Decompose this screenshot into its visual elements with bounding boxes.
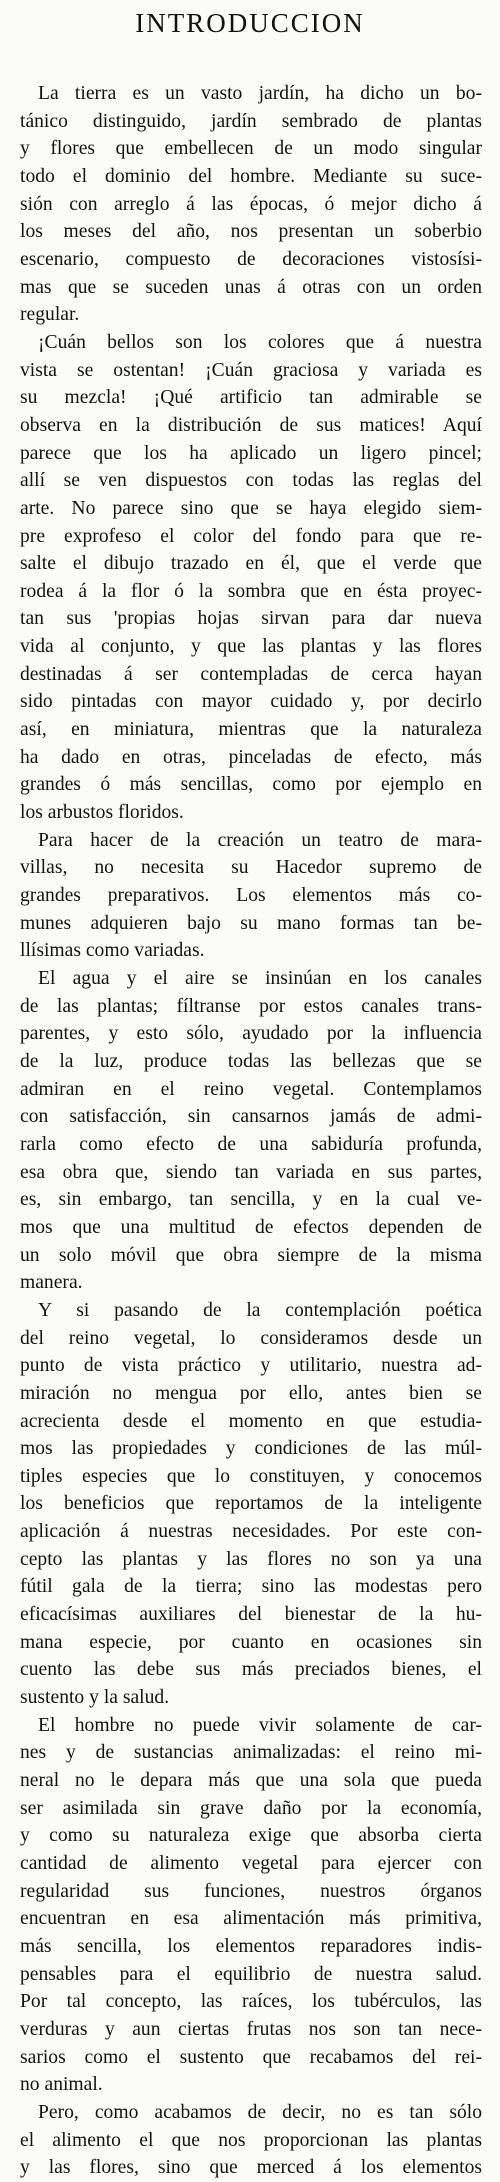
text-line: parentes, y esto sólo, ayudado por la influencia: [20, 1023, 482, 1045]
text-line: ser asimilada sin grave daño por la economía,: [20, 1797, 482, 1819]
text-line: del reino vegetal, lo consideramos desde un: [20, 1327, 482, 1349]
text-line: allí se ven dispuestos con todas las reglas del: [20, 470, 482, 492]
text-line: rodea á la flor ó la sombra que en ésta proyec-: [20, 580, 482, 602]
text-line: esa obra que, siendo tan variada en sus partes,: [20, 1161, 482, 1183]
text-line: y flores que embellecen de un modo singular: [20, 138, 482, 160]
text-line: verduras y aun ciertas frutas nos son tan nece-: [20, 2018, 482, 2040]
text-line: La tierra es un vasto jardín, ha dicho un bo-: [38, 83, 482, 104]
text-line: su mezcla! ¡Qué artificio tan admirable se: [20, 387, 482, 409]
text-line: ¡Cuán bellos son los colores que á nuestra: [38, 331, 482, 353]
text-line: un solo móvil que obra siempre de la misma: [20, 1244, 482, 1266]
text-line: El agua y el aire se insinúan en los canales: [38, 968, 482, 989]
text-line: villas, no necesita su Hacedor supremo de: [20, 857, 482, 879]
text-line: destinadas á ser contempladas de cerca hayan: [20, 663, 482, 685]
text-line: nes y de sustancias animalizadas: el reino mi-: [20, 1742, 482, 1764]
text-line: cepto las plantas y las flores no son ya una: [20, 1548, 482, 1570]
text-line: así, en miniatura, mientras que la naturaleza: [20, 719, 482, 741]
text-line: con satisfacción, sin cansarnos jamás de admi-: [20, 1106, 482, 1128]
text-line: tan sus 'propias hojas sirvan para dar nueva: [20, 608, 482, 630]
text-line: El hombre no puede vivir solamente de car-: [38, 1714, 482, 1736]
text-line: los beneficios que reportamos de la inteligente: [20, 1493, 482, 1515]
text-line: los arbustos floridos.: [20, 802, 184, 824]
text-line: admiran en el reino vegetal. Contemplamos: [20, 1078, 482, 1100]
text-line: manera.: [20, 1272, 83, 1294]
text-line: eficacísimas auxiliares del bienestar de la hu-: [20, 1604, 482, 1626]
text-line: salte el dibujo trazado en él, que el verde que: [20, 553, 482, 575]
text-line: grandes ó más sencillas, como por ejemplo en: [20, 774, 482, 796]
text-line: llísimas como variadas.: [20, 940, 205, 962]
text-line: pensables para el equilibrio de nuestra salud.: [20, 1963, 482, 1985]
text-line: munes adquieren bajo su mano formas tan be-: [20, 912, 482, 934]
text-line: neral no le depara más que una sola que pueda: [20, 1770, 482, 1792]
text-line: de la luz, produce todas las bellezas que se: [20, 1050, 482, 1072]
text-line: Pero, como acabamos de decir, no es tan sólo: [38, 2101, 482, 2123]
text-line: sión con arreglo á las épocas, ó mejor dicho á: [20, 193, 482, 215]
text-line: y las flores, sino que merced á los elementos: [20, 2157, 482, 2179]
text-line: es, sin embargo, tan sencilla, y en la cual ve-: [20, 1189, 482, 1211]
text-line: parece que los ha aplicado un ligero pincel;: [20, 442, 482, 464]
text-line: mos que una multitud de efectos dependen de: [20, 1216, 482, 1238]
text-line: más sencilla, los elementos reparadores indis-: [20, 1935, 482, 1957]
text-line: encuentran en esa alimentación más primitiva,: [20, 1908, 482, 1930]
text-line: vista se ostentan! ¡Cuán graciosa y variada es: [20, 359, 482, 381]
text-line: sarios como el sustento que recabamos del rei-: [20, 2046, 482, 2068]
text-line: los meses del año, nos presentan un soberbio: [20, 221, 482, 243]
text-line: mana especie, por cuanto en ocasiones sin: [20, 1631, 482, 1653]
text-line: sustento y la salud.: [20, 1687, 170, 1709]
page-title: INTRODUCCION: [135, 8, 365, 38]
text-line: pre exprofeso el color del fondo para que re-: [20, 525, 482, 547]
text-line: observa en la distribución de sus matices! Aquí: [20, 414, 482, 436]
text-line: punto de vista práctico y utilitario, nuestra ad-: [20, 1355, 482, 1377]
text-line: ha dado en otras, pinceladas de efecto, más: [20, 746, 482, 768]
text-line: aplicación á nuestras necesidades. Por este con-: [20, 1521, 482, 1543]
text-line: de las plantas; fíltranse por estos canales trans-: [20, 995, 482, 1017]
text-line: cuento las debe sus más preciados bienes, el: [20, 1659, 482, 1681]
text-line: escenario, compuesto de decoraciones vistosísi-: [20, 248, 482, 270]
text-line: regular.: [20, 304, 80, 326]
body-text: [20, 80, 482, 2182]
text-line: regularidad sus funciones, nuestros órganos: [20, 1880, 482, 1902]
text-line: tánico distinguido, jardín sembrado de plantas: [20, 110, 482, 132]
text-line: acrecienta desde el momento en que estudia-: [20, 1410, 482, 1432]
text-line: fútil gala de la tierra; sino las modestas pero: [20, 1576, 482, 1598]
text-line: Y si pasando de la contemplación poética: [38, 1299, 482, 1321]
text-line: el alimento el que nos proporcionan las plantas: [20, 2129, 482, 2151]
text-line: Para hacer de la creación un teatro de mara-: [38, 829, 482, 851]
text-line: Por tal concepto, las raíces, los tubérculos, las: [20, 1991, 482, 2013]
text-line: tiples especies que lo constituyen, y conocemos: [20, 1465, 482, 1487]
text-line: sido pintadas con mayor cuidado y, por decirlo: [20, 691, 482, 713]
text-line: no animal.: [20, 2074, 103, 2096]
text-line: arte. No parece sino que se haya elegido siem-: [20, 497, 482, 519]
text-line: mas que se suceden unas á otras con un orden: [20, 276, 482, 298]
text-line: miración no mengua por ello, antes bien se: [20, 1382, 482, 1404]
text-line: rarla como efecto de una sabiduría profunda,: [20, 1133, 482, 1155]
text-line: grandes preparativos. Los elementos más co-: [20, 885, 482, 907]
text-line: cantidad de alimento vegetal para ejercer con: [20, 1853, 482, 1874]
text-line: vida al conjunto, y que las plantas y las flores: [20, 636, 482, 658]
text-line: mos las propiedades y condiciones de las múl-: [20, 1438, 482, 1460]
text-line: y como su naturaleza exige que absorba cierta: [20, 1825, 482, 1847]
text-line: todo el dominio del hombre. Mediante su suce-: [20, 165, 482, 187]
